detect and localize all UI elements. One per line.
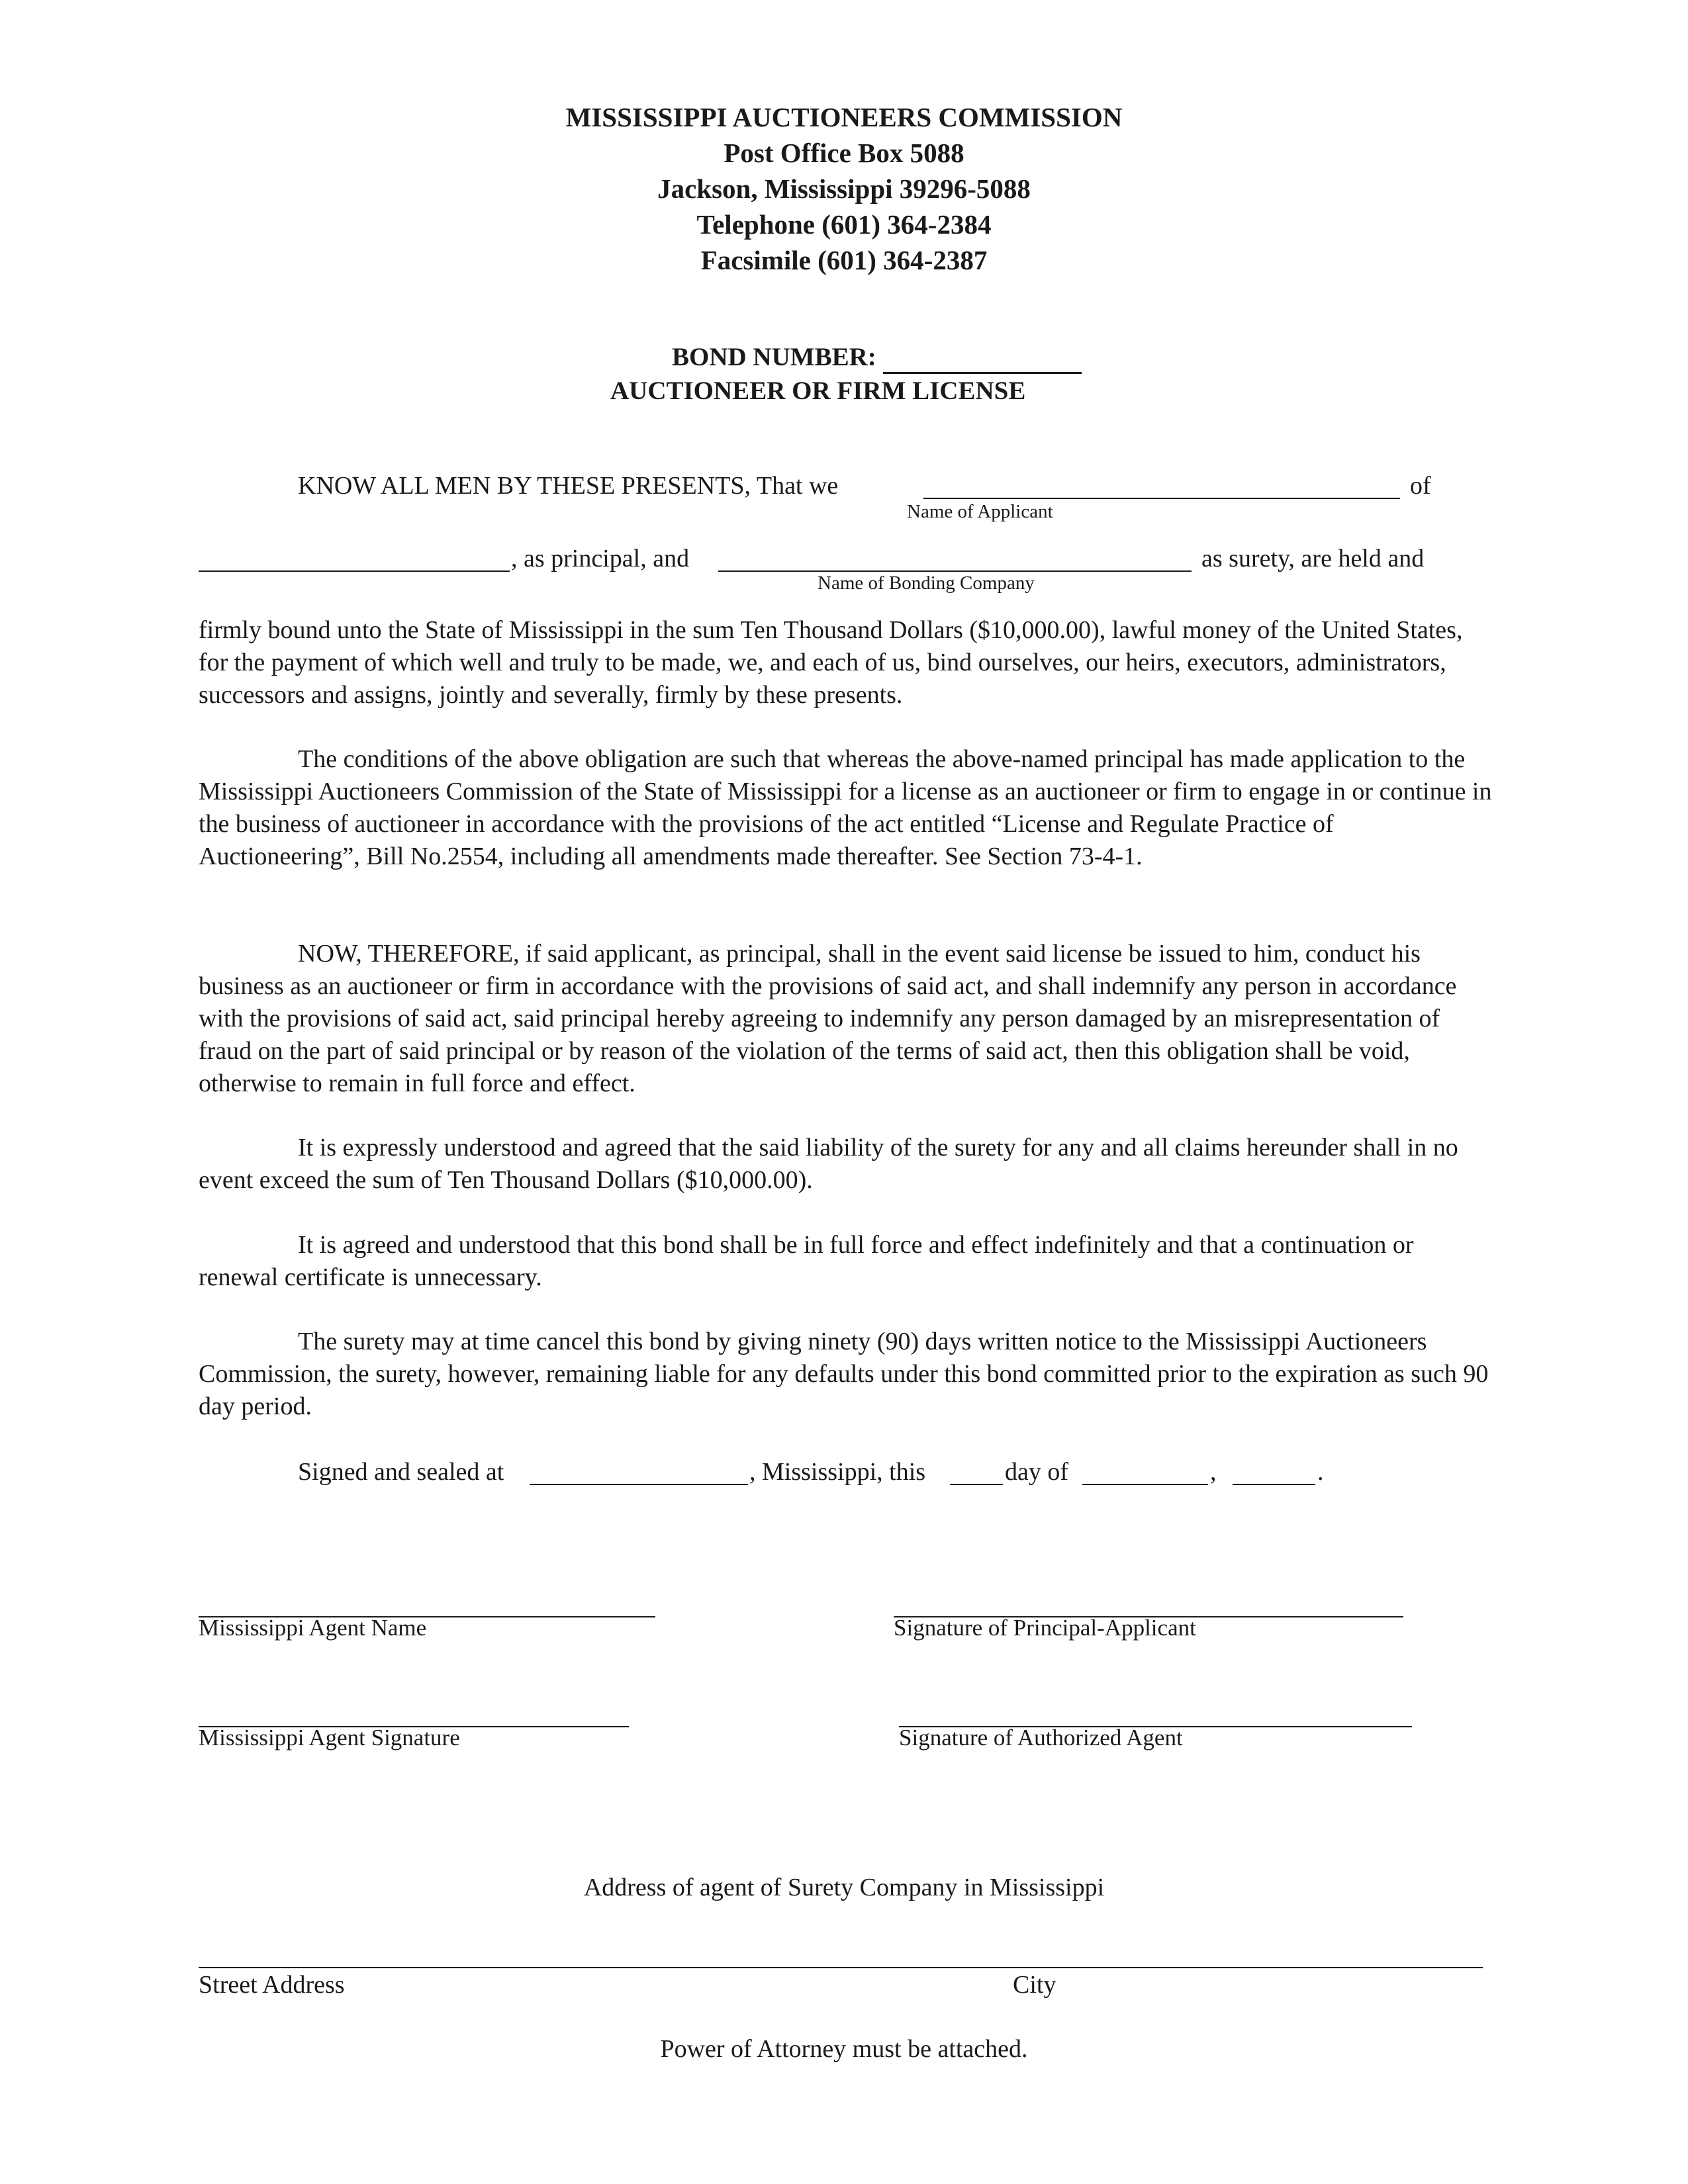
- paragraph-therefore: NOW, THEREFORE, if said applicant, as principal, shall in the event said license be issued to him, conduct his business as an auctioneer or firm in accordance with the provisions of said act, and shall indemnify any person in accordance with the provisions of said act, said principal hereby agreeing to indemnify any person damaged by an misrepresentation of fraud on the part of said principal or by reason of the violation of the terms of said act, then this obligation shall be void, otherwise to remain in full force and effect.: [199, 940, 1457, 1097]
- signed-comma: ,: [1210, 1458, 1217, 1486]
- signed-day-field[interactable]: [950, 1484, 1003, 1485]
- telephone: Telephone (601) 364-2384: [696, 209, 992, 240]
- presents-lead: KNOW ALL MEN BY THESE PRESENTS, That we: [298, 472, 839, 500]
- city-label: City: [1013, 1971, 1056, 1999]
- paragraph-liability: It is expressly understood and agreed that the said liability of the surety for any and all claims hereunder shall in no event exceed the sum of Ten Thousand Dollars ($10,000.00).: [199, 1134, 1458, 1194]
- bond-number-label: BOND NUMBER:: [672, 343, 876, 371]
- paragraph-indefinite: It is agreed and understood that this bond shall be in full force and effect indefinitely and that a continuation or renewal certificate is unnecessary.: [199, 1231, 1414, 1291]
- signed-month-field[interactable]: [1082, 1484, 1208, 1485]
- agent-signature-label: Mississippi Agent Signature: [199, 1725, 460, 1751]
- license-type: AUCTIONEER OR FIRM LICENSE: [610, 377, 1026, 405]
- commission-name: MISSISSIPPI AUCTIONEERS COMMISSION: [565, 102, 1123, 132]
- paragraph-cancel: The surety may at time cancel this bond by giving ninety (90) days written notice to the Mississippi Auctioneers Commission, the surety, however, remaining liable for any defaults under this bond committed prior to the expiration as such 90 day period.: [199, 1328, 1489, 1420]
- signed-year-field[interactable]: [1233, 1484, 1315, 1485]
- as-surety-text: as surety, are held and: [1201, 545, 1425, 572]
- signed-place-field[interactable]: [530, 1484, 748, 1485]
- city-state-zip: Jackson, Mississippi 39296-5088: [657, 173, 1031, 204]
- applicant-address-field[interactable]: [199, 570, 510, 572]
- as-principal-text: , as principal, and: [511, 545, 690, 572]
- facsimile: Facsimile (601) 364-2387: [700, 245, 988, 275]
- authorized-signature-label: Signature of Authorized Agent: [899, 1725, 1183, 1751]
- bond-number-row: [672, 341, 1082, 374]
- po-box: Post Office Box 5088: [724, 138, 964, 168]
- agent-name-label: Mississippi Agent Name: [199, 1615, 427, 1641]
- address-line[interactable]: [199, 1967, 1483, 1968]
- paragraph-bound: firmly bound unto the State of Mississippi in the sum Ten Thousand Dollars ($10,000.00), lawful money of the United States, for the payment of which well and truly to be made, we, and each of us, bind ourselves, our heirs, executors, administrators, successors and assigns, jointly and severally, firmly by these presents.: [199, 616, 1463, 709]
- applicant-name-field[interactable]: [923, 498, 1400, 499]
- paragraph-conditions: The conditions of the above obligation are such that whereas the above-named principal has made application to the Mississippi Auctioneers Commission of the State of Mississippi for a license as an auctioneer or firm to engage in or continue in the business of auctioneer in accordance with the provisions of the act entitled “License and Regulate Practice of Auctioneering”, Bill No.2554, including all amendments made thereafter. See Section 73-4-1.: [199, 745, 1492, 870]
- signed-day-of: day of: [1005, 1458, 1069, 1486]
- power-of-attorney-note: Power of Attorney must be attached.: [660, 2035, 1028, 2063]
- bonding-company-caption: Name of Bonding Company: [818, 572, 1035, 594]
- street-address-label: Street Address: [199, 1971, 345, 1999]
- address-heading: Address of agent of Surety Company in Mississippi: [583, 1874, 1105, 1901]
- signed-lead: Signed and sealed at: [298, 1458, 504, 1486]
- principal-signature-label: Signature of Principal-Applicant: [894, 1615, 1196, 1641]
- signed-state: , Mississippi, this: [749, 1458, 926, 1486]
- bond-number-field[interactable]: [883, 348, 1082, 374]
- signed-period: .: [1317, 1458, 1324, 1486]
- applicant-caption: Name of Applicant: [907, 501, 1053, 522]
- presents-of: of: [1410, 472, 1431, 500]
